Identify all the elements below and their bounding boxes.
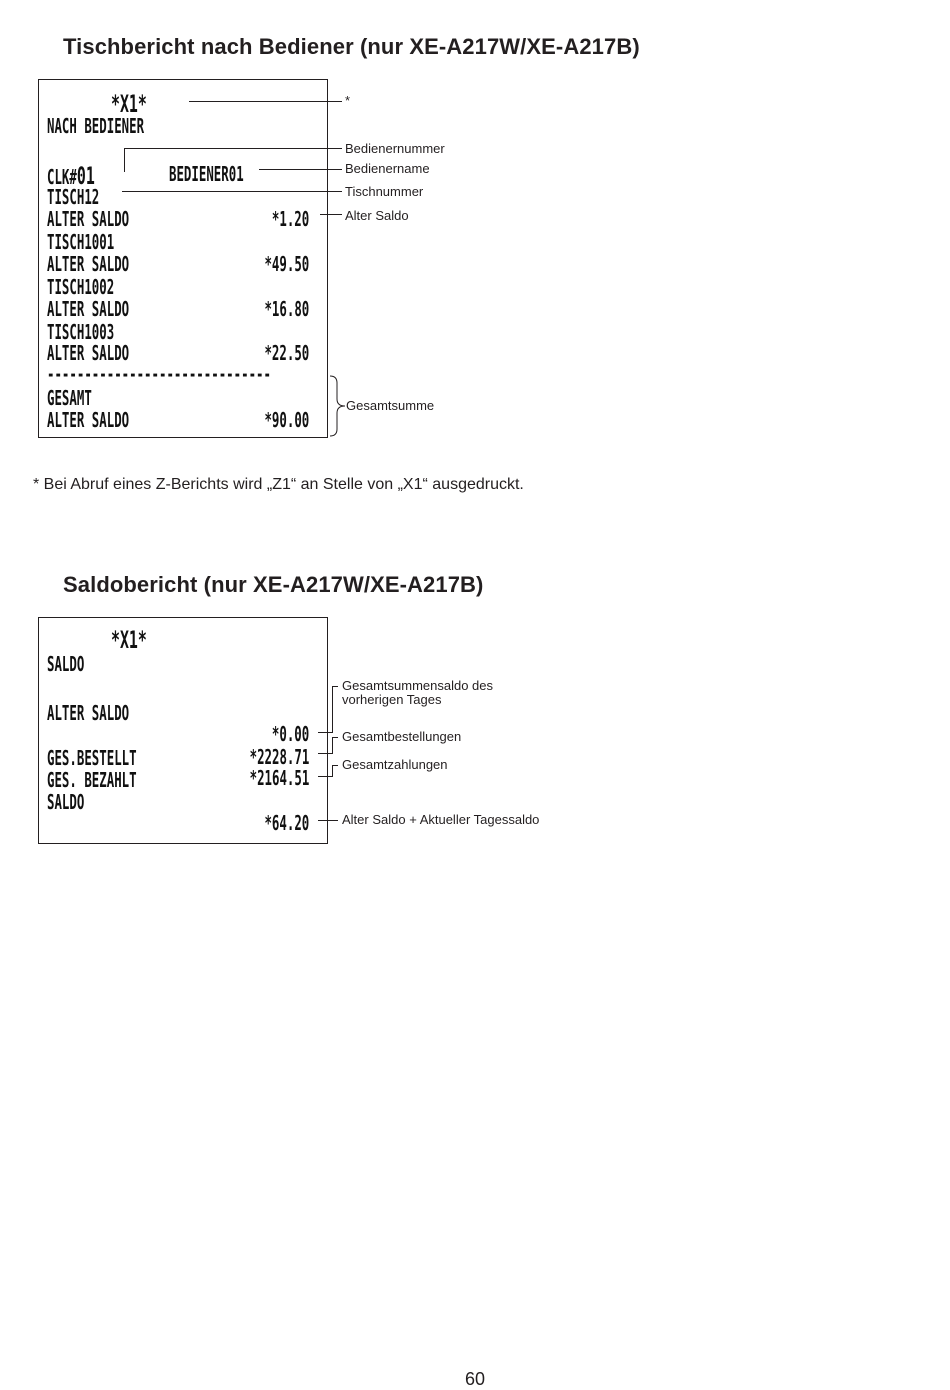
receipt-total-label: GESAMT	[47, 386, 92, 410]
leader-line	[332, 737, 333, 754]
receipt-table-amount: *49.50	[264, 252, 309, 276]
brace-bracket	[328, 375, 348, 437]
section-title-balance-report: Saldobericht (nur XE-A217W/XE-A217B)	[63, 572, 484, 597]
receipt-clerk-name: BEDIENER01	[169, 162, 244, 186]
page-number: 60	[464, 1369, 486, 1389]
callout-grand-total: Gesamtsumme	[346, 398, 435, 413]
leader-line	[122, 191, 342, 192]
receipt-table-label: ALTER SALDO	[47, 207, 130, 231]
footnote: * Bei Abruf eines Z-Berichts wird „Z1“ an Stelle von „X1“ ausgedruckt.	[33, 476, 524, 493]
receipt-old-balance-amount: *0.00	[271, 722, 309, 746]
callout-total-payments: Gesamtzahlungen	[342, 757, 448, 772]
receipt-header: *X1*	[111, 626, 147, 654]
receipt-separator: ------------------------------	[47, 362, 271, 386]
callout-total-orders: Gesamtbestellungen	[342, 729, 462, 744]
receipt-ordered-label: GES.BESTELLT	[47, 746, 137, 770]
receipt-table-name: TISCH1002	[47, 275, 115, 299]
callout-clerk-name: Bedienername	[345, 161, 430, 176]
callout-old-balance: Alter Saldo	[345, 208, 409, 223]
receipt-balance-amount: *64.20	[264, 811, 309, 835]
receipt-table-amount: *22.50	[264, 341, 309, 365]
leader-line	[332, 765, 338, 766]
receipt-report-name: NACH BEDIENER	[47, 114, 145, 138]
leader-line	[320, 214, 342, 215]
callout-balance-sum: Alter Saldo + Aktueller Tagessaldo	[342, 812, 540, 827]
receipt-header: *X1*	[111, 90, 147, 118]
leader-line	[259, 169, 342, 170]
receipt-table-amount: *1.20	[271, 207, 309, 231]
receipt-total-line-label: ALTER SALDO	[47, 408, 130, 432]
receipt-clerk-number: 01	[76, 162, 95, 190]
leader-line	[318, 776, 332, 777]
receipt-paid-label: GES. BEZAHLT	[47, 768, 137, 792]
leader-line	[124, 148, 125, 172]
leader-line	[332, 686, 333, 733]
receipt-table-label: ALTER SALDO	[47, 341, 130, 365]
receipt-total-amount: *90.00	[264, 408, 309, 432]
receipt-clerk-prefix: CLK#	[47, 165, 77, 189]
receipt-paid-amount: *2164.51	[249, 766, 309, 790]
leader-line	[318, 820, 338, 821]
receipt-table-name: TISCH12	[47, 185, 100, 209]
callout-clerk-number: Bedienernummer	[345, 141, 445, 156]
leader-line	[332, 765, 333, 777]
leader-line	[332, 737, 338, 738]
receipt-report-name: SALDO	[47, 652, 85, 676]
receipt-old-balance-label: ALTER SALDO	[47, 701, 130, 725]
receipt-table-label: ALTER SALDO	[47, 297, 130, 321]
receipt-table-label: ALTER SALDO	[47, 252, 130, 276]
receipt-table-name: TISCH1001	[47, 230, 115, 254]
callout-table-number: Tischnummer	[345, 184, 424, 199]
receipt-balance-label: SALDO	[47, 790, 85, 814]
callout-prev-day-balance: Gesamtsummensaldo des vorherigen Tages	[342, 678, 494, 707]
leader-line	[318, 753, 332, 754]
receipt-ordered-amount: *2228.71	[249, 745, 309, 769]
receipt-table-amount: *16.80	[264, 297, 309, 321]
leader-line	[332, 686, 338, 687]
leader-line	[318, 732, 332, 733]
leader-line	[124, 148, 342, 149]
callout-star: *	[345, 93, 351, 108]
receipt-table-report	[38, 79, 328, 438]
receipt-balance-report	[38, 617, 328, 844]
section-title-table-report: Tischbericht nach Bediener (nur XE-A217W/XE-A217B)	[63, 34, 640, 59]
leader-line	[189, 101, 342, 102]
receipt-table-name: TISCH1003	[47, 320, 115, 344]
